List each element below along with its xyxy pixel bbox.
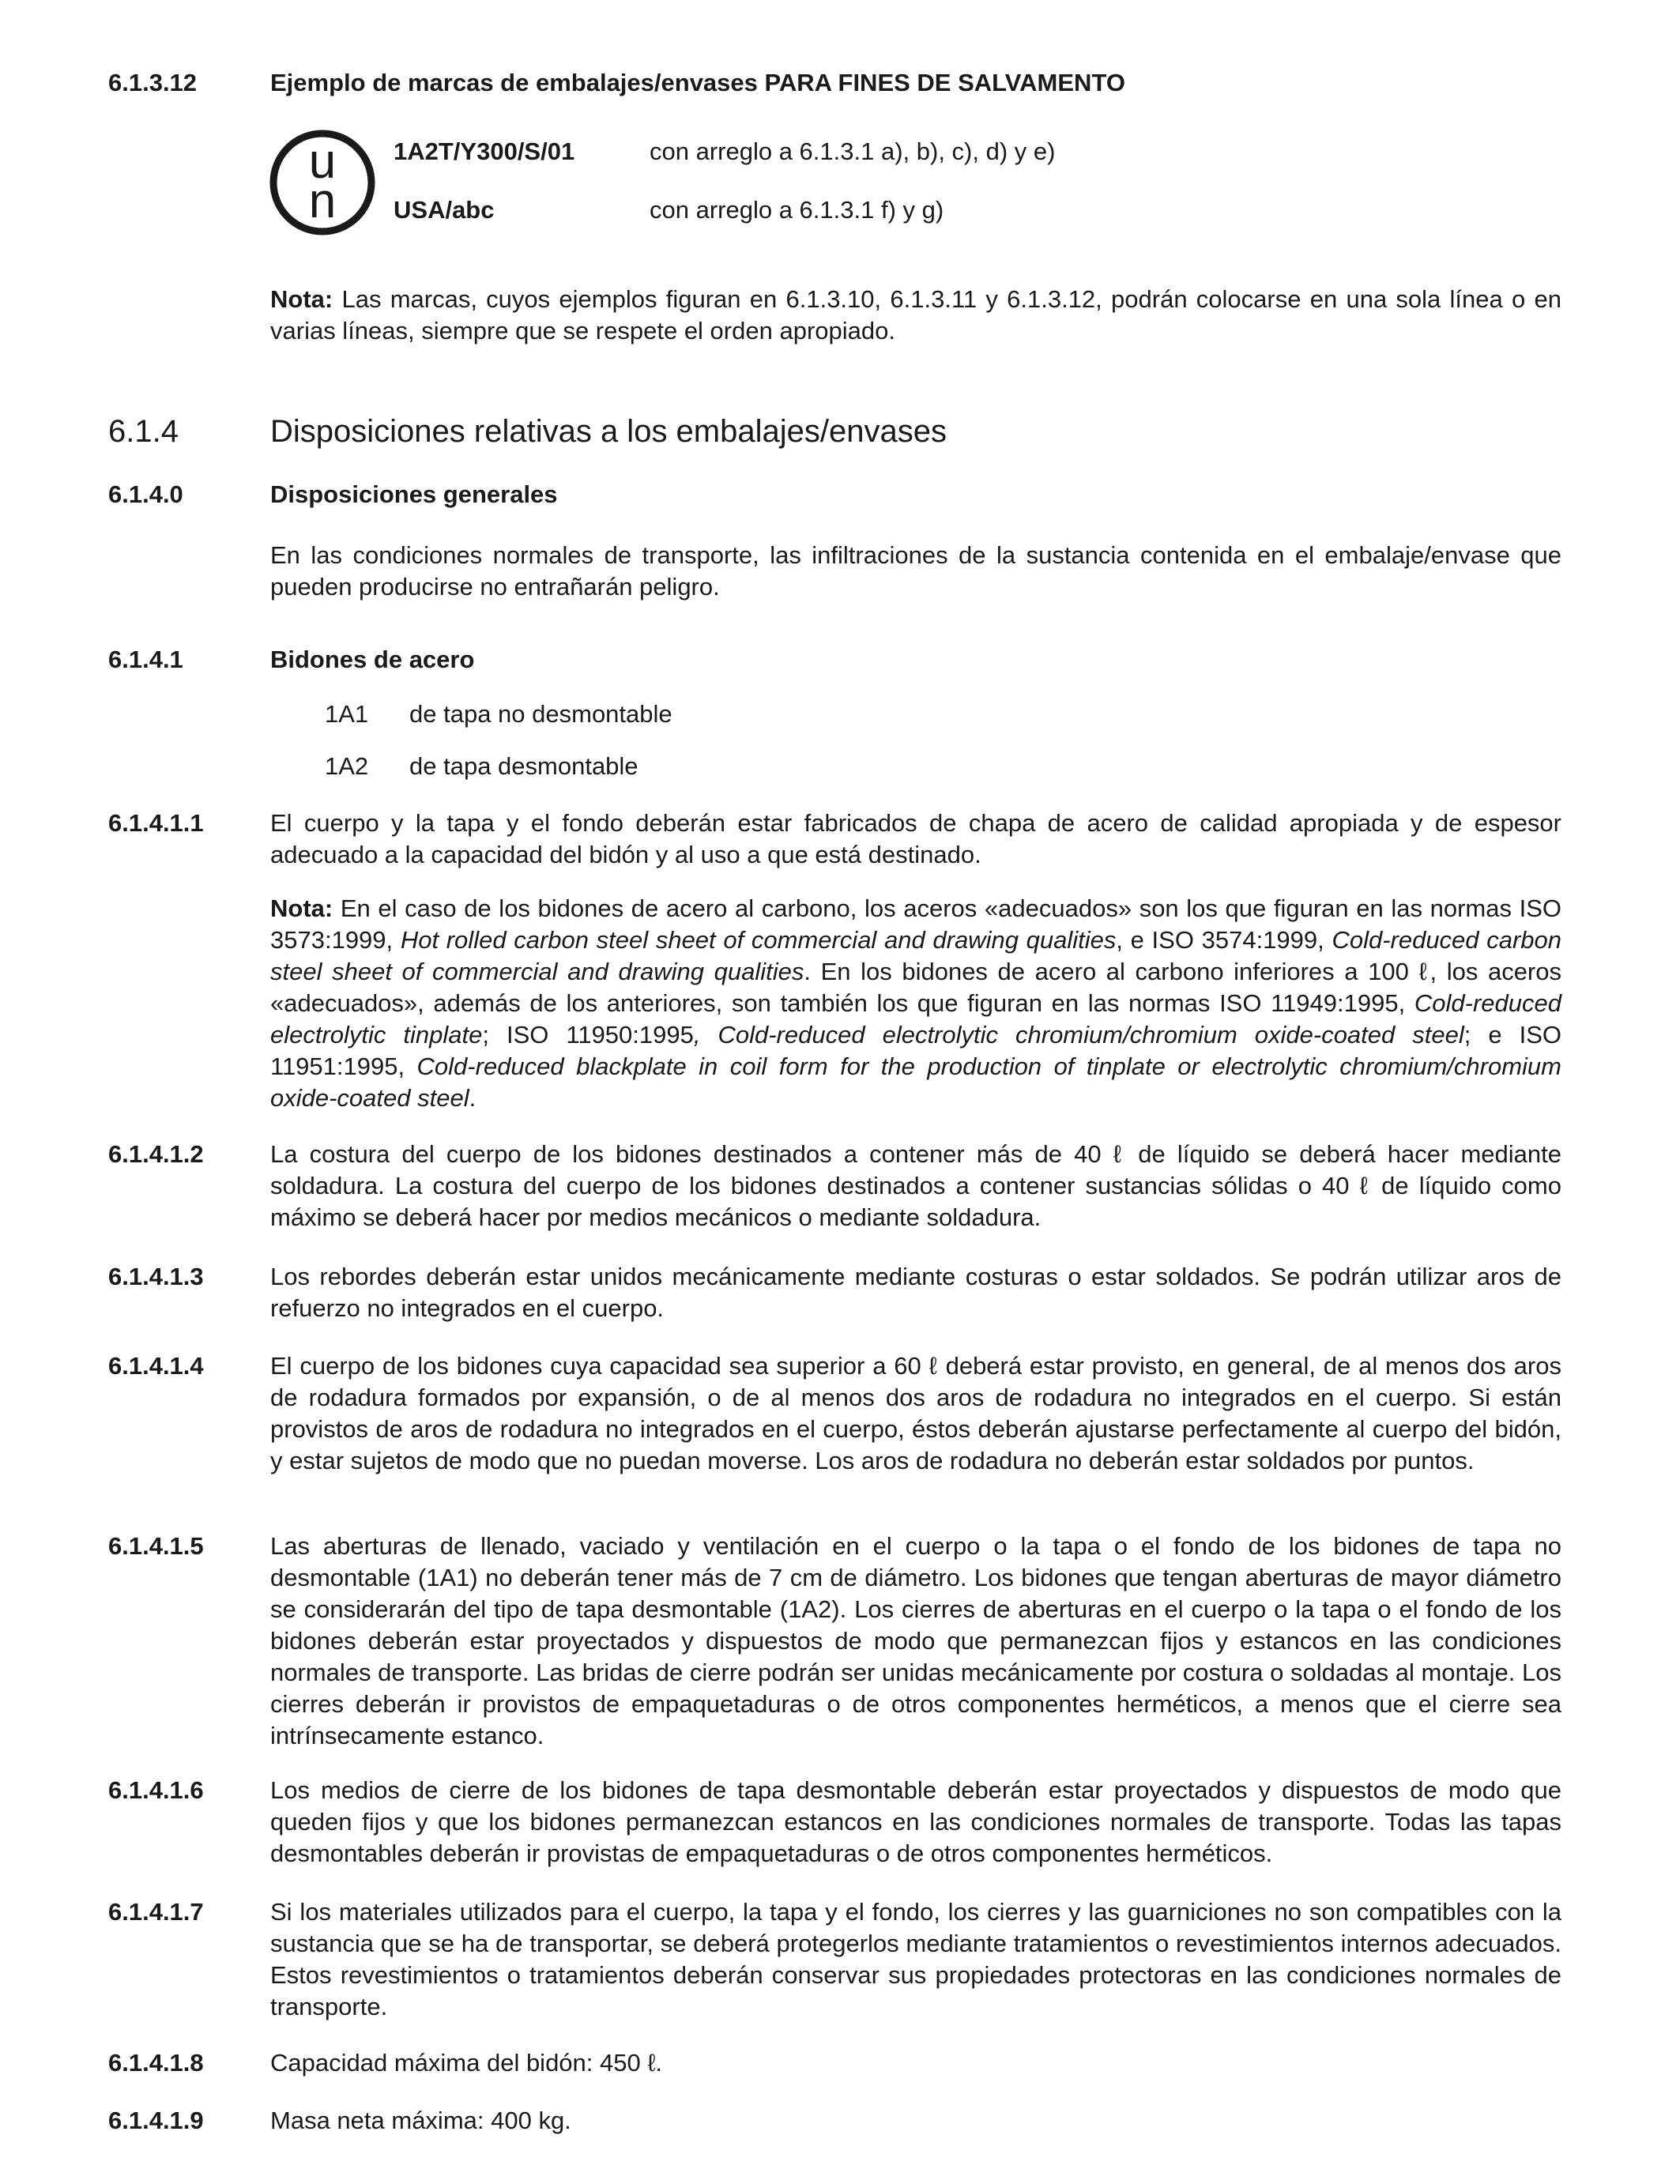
section-number-6-1-3-12: 6.1.3.12	[108, 69, 198, 96]
paragraph-6-1-4-1-4: El cuerpo de los bidones cuya capacidad sea superior a 60 ℓ deberá estar provisto, en general, de al menos dos aros de rodadura formados por expansión, o de al menos dos aros de rodadura no integrados en el cuerpo. Si están provistos de aros de rodadura no integrados en el cuerpo, éstos deberán ajustarse perfectamente al cuerpo del bidón, y estar sujetos de modo que no puedan moverse. Los aros de rodadura no deberán estar soldados por puntos.	[270, 1352, 1561, 1474]
paragraph-6-1-4-1-6: Los medios de cierre de los bidones de tapa desmontable deberán estar proyectados y dispuestos de modo que queden fijos y que los bidones permanezcan estancos en las condiciones normales de transporte. Todas las tapas desmontables deberán ir provistas de empaquetaduras o de otros componentes herméticos.	[270, 1776, 1561, 1867]
mark-code-1: 1A2T/Y300/S/01	[394, 137, 575, 165]
mark-code-2: USA/abc	[394, 196, 495, 224]
note-standard-title: Cold-reduced electrolytic tinplate	[270, 989, 1561, 1049]
section-title-6-1-4: Disposiciones relativas a los embalajes/envases	[270, 414, 947, 449]
note-text-part: .	[469, 1084, 477, 1112]
note-standard-title: Cold-reduced blackplate in coil form for the production of tinplate or electrolytic chromium/chromium oxide-coated steel	[270, 1052, 1561, 1112]
section-title-6-1-3-12: Ejemplo de marcas de embalajes/envases PARA FINES DE SALVAMENTO	[270, 69, 1125, 96]
paragraph-6-1-4-1-1: El cuerpo y la tapa y el fondo deberán estar fabricados de chapa de acero de calidad apropiada y de espesor adecuado a la capacidad del bidón y al uso a que está destinado.	[270, 809, 1561, 868]
section-number-6-1-4-0: 6.1.4.0	[108, 480, 183, 508]
note-text-part: ; ISO 11950:1995	[482, 1021, 694, 1049]
paragraph-6-1-4-1-3: Los rebordes deberán estar unidos mecánicamente mediante costuras o estar soldados. Se podrán utilizar aros de refuerzo no integrados en el cuerpo.	[270, 1263, 1561, 1322]
mark-desc-1: con arreglo a 6.1.3.1 a), b), c), d) y e)	[650, 137, 1056, 165]
note-standard-title: Cold-reduced carbon steel sheet of commercial and drawing qualities	[270, 926, 1561, 985]
section-number-6-1-4-1-6: 6.1.4.1.6	[108, 1776, 204, 1804]
section-number-6-1-4: 6.1.4	[108, 414, 179, 449]
section-number-6-1-4-1-3: 6.1.4.1.3	[108, 1263, 204, 1290]
svg-text:u: u	[308, 134, 337, 189]
drum-type-code-1: 1A1	[325, 700, 369, 728]
paragraph-6-1-4-1-7: Si los materiales utilizados para el cuerpo, la tapa y el fondo, los cierres y las guarniciones no son compatibles con la sustancia que se ha de transportar, se deberá protegerlos mediante tratamientos o revestimientos internos adecuados. Estos revestimientos o tratamientos deberán conservar sus propiedades protectoras en las condiciones normales de transporte.	[270, 1898, 1561, 2020]
note-text: Las marcas, cuyos ejemplos figuran en 6.1.3.10, 6.1.3.11 y 6.1.3.12, podrán colocarse en una sola línea o en varias líneas, siempre que se respete el orden apropiado.	[270, 285, 1561, 345]
section-number-6-1-4-1-5: 6.1.4.1.5	[108, 1532, 204, 1560]
note-label: Nota:	[270, 894, 333, 922]
section-title-6-1-4-1: Bidones de acero	[270, 646, 475, 673]
paragraph-6-1-4-1-9: Masa neta máxima: 400 kg.	[270, 2107, 571, 2134]
section-number-6-1-4-1-9: 6.1.4.1.9	[108, 2107, 204, 2134]
note-text-part: En el caso de los bidones de acero al carbono, los aceros «adecuados» son los que figuran en las normas ISO 3573:1999,	[270, 894, 1561, 954]
note-text-part: ; e ISO 11951:1995,	[270, 1021, 1561, 1080]
section-number-6-1-4-1: 6.1.4.1	[108, 646, 183, 673]
note-text-part: . En los bidones de acero al carbono inferiores a 100 ℓ, los aceros «adecuados», además de los anteriores, son también los que figuran en las normas ISO 11949:1995,	[270, 958, 1561, 1017]
section-title-6-1-4-0: Disposiciones generales	[270, 480, 558, 508]
section-number-6-1-4-1-4: 6.1.4.1.4	[108, 1352, 204, 1380]
paragraph-6-1-4-0: En las condiciones normales de transporte, las infiltraciones de la sustancia contenida en el embalaje/envase que pueden producirse no entrañarán peligro.	[270, 541, 1561, 601]
drum-type-desc-2: de tapa desmontable	[409, 752, 638, 780]
note-6-1-3-12	[270, 284, 1561, 347]
drum-type-code-2: 1A2	[325, 752, 369, 780]
section-number-6-1-4-1-2: 6.1.4.1.2	[108, 1140, 204, 1168]
svg-text:n: n	[308, 174, 337, 228]
note-6-1-4-1-1	[270, 893, 1561, 1114]
note-text-part: , e ISO 3574:1999,	[1116, 926, 1332, 954]
section-number-6-1-4-1-7: 6.1.4.1.7	[108, 1898, 204, 1926]
paragraph-6-1-4-1-8: Capacidad máxima del bidón: 450 ℓ.	[270, 2049, 662, 2077]
note-standard-title: Hot rolled carbon steel sheet of commercial and drawing qualities	[400, 926, 1117, 954]
mark-desc-2: con arreglo a 6.1.3.1 f) y g)	[650, 196, 944, 224]
paragraph-6-1-4-1-2: La costura del cuerpo de los bidones destinados a contener más de 40 ℓ de líquido se deberá hacer mediante soldadura. La costura del cuerpo de los bidones destinados a contener sustancias sólidas o 40 ℓ de líquido como máximo se deberá hacer por medios mecánicos o mediante soldadura.	[270, 1140, 1561, 1231]
paragraph-6-1-4-1-5: Las aberturas de llenado, vaciado y ventilación en el cuerpo o la tapa o el fondo de los bidones de tapa no desmontable (1A1) no deberán tener más de 7 cm de diámetro. Los bidones que tengan aberturas de mayor diámetro se considerarán del tipo de tapa desmontable (1A2). Los cierres de aberturas en el cuerpo o la tapa o el fondo de los bidones deberán estar proyectados y dispuestos de modo que permanezcan fijos y estancos en las condiciones normales de transporte. Las bridas de cierre podrán ser unidas mecánicamente por costura o soldadas al montaje. Los cierres deberán ir provistos de empaquetaduras o de otros componentes herméticos, a menos que el cierre sea intrínsecamente estanco.	[270, 1532, 1561, 1749]
note-standard-title: , Cold-reduced electrolytic chromium/chromium oxide-coated steel	[693, 1021, 1464, 1049]
section-number-6-1-4-1-8: 6.1.4.1.8	[108, 2049, 204, 2077]
un-packaging-symbol-icon	[269, 129, 376, 236]
note-label: Nota:	[270, 285, 333, 313]
drum-type-desc-1: de tapa no desmontable	[409, 700, 672, 728]
section-number-6-1-4-1-1: 6.1.4.1.1	[108, 809, 204, 837]
